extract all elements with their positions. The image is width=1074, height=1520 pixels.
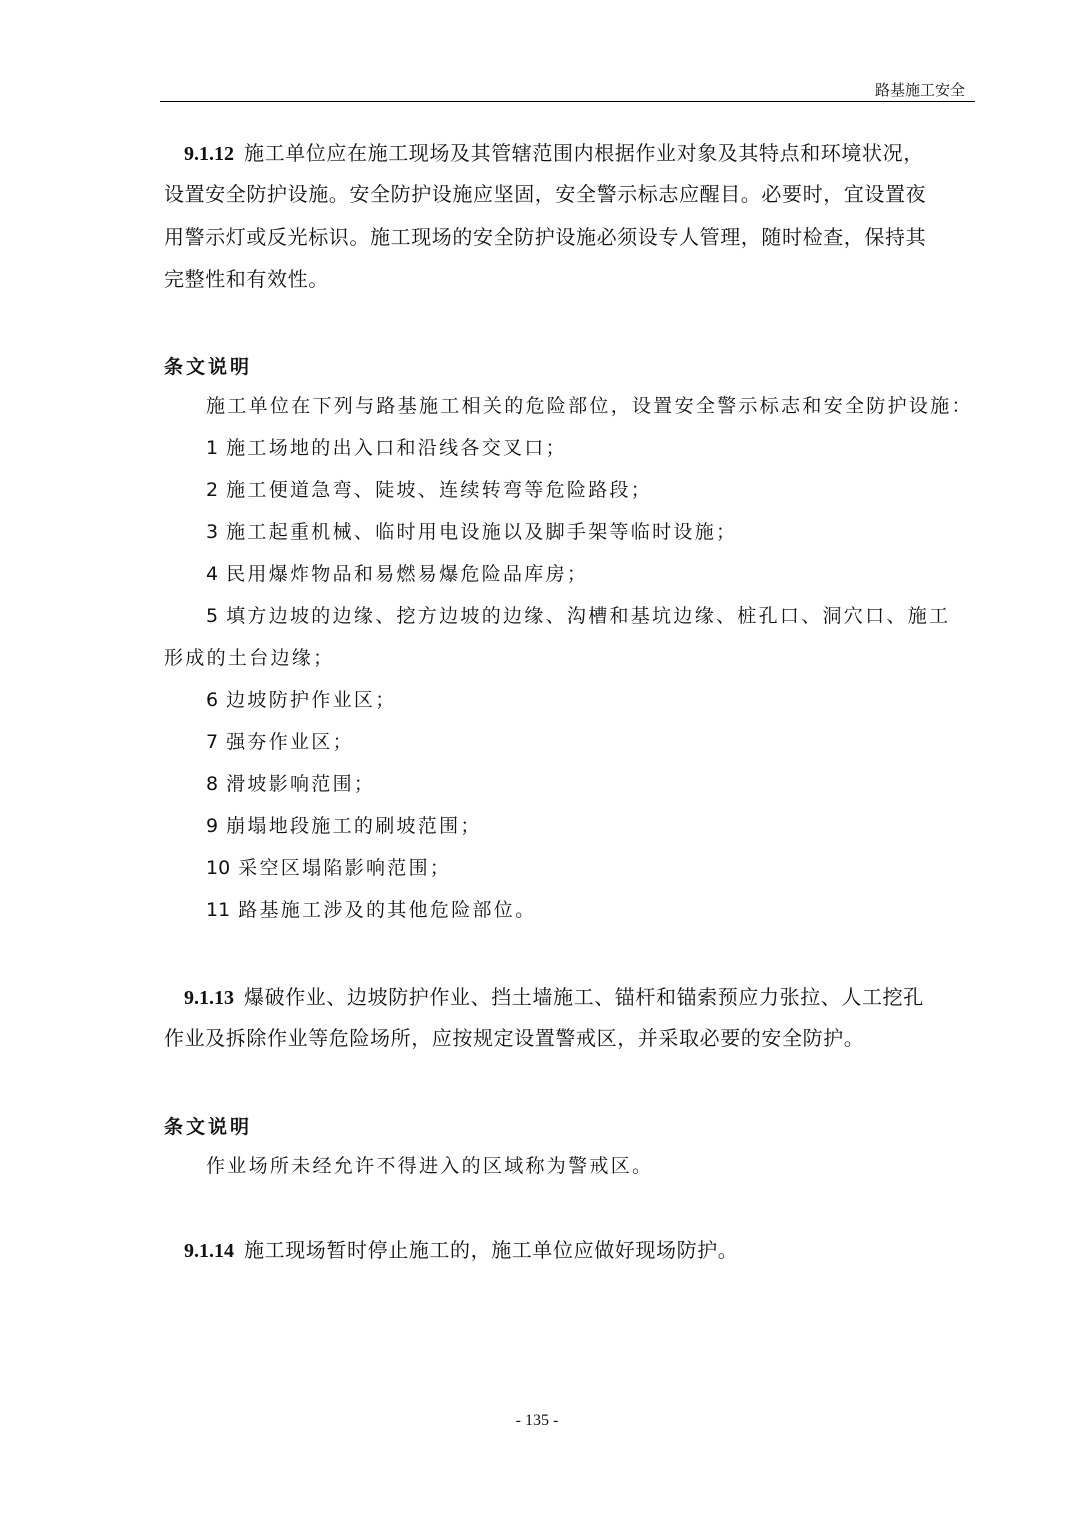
- clause-line: 作业及拆除作业等危险场所，应按规定设置警戒区，并采取必要的安全防护。: [164, 1026, 865, 1050]
- running-header: [160, 76, 975, 102]
- list-item: 3 施工起重机械、临时用电设施以及脚手架等临时设施；: [206, 521, 738, 543]
- clause-number: 9.1.12: [184, 143, 234, 165]
- clause-line: 完整性和有效性。: [164, 267, 329, 291]
- list-item: 11 路基施工涉及的其他危险部位。: [206, 899, 537, 921]
- list-item: 9 崩塌地段施工的刷坡范围；: [206, 815, 482, 837]
- list-item: 8 滑坡影响范围；: [206, 773, 376, 795]
- clause-line: [184, 1238, 738, 1263]
- note-intro: 施工单位在下列与路基施工相关的危险部位，设置安全警示标志和安全防护设施：: [206, 395, 973, 417]
- list-item: 7 强夯作业区；: [206, 731, 354, 753]
- header-title: 路基施工安全: [874, 81, 965, 99]
- list-item: 5 填方边坡的边缘、挖方边坡的边缘、沟槽和基坑边缘、桩孔口、洞穴口、施工: [206, 605, 951, 627]
- list-item: 2 施工便道急弯、陡坡、连续转弯等危险路段；: [206, 479, 653, 501]
- note-text: 作业场所未经允许不得进入的区域称为警戒区。: [206, 1155, 654, 1177]
- clause-line: [184, 141, 924, 166]
- list-item: 10 采空区塌陷影响范围；: [206, 857, 452, 879]
- page-number: - 135 -: [515, 1412, 559, 1429]
- list-item: 4 民用爆炸物品和易燃易爆危险品库房；: [206, 563, 589, 585]
- clause-text: 爆破作业、边坡防护作业、挡土墙施工、锚杆和锚索预应力张拉、人工挖孔: [244, 985, 924, 1009]
- clause-line: [184, 985, 924, 1010]
- note-heading: 条文说明: [164, 1116, 253, 1138]
- clause-text: 施工单位应在施工现场及其管辖范围内根据作业对象及其特点和环境状况，: [244, 141, 924, 165]
- list-item: 1 施工场地的出入口和沿线各交叉口；: [206, 437, 567, 459]
- clause-line: 用警示灯或反光标识。施工现场的安全防护设施必须设专人管理，随时检查，保持其: [164, 225, 927, 249]
- clause-number: 9.1.13: [184, 987, 234, 1009]
- note-heading: 条文说明: [164, 356, 253, 378]
- list-item: 6 边坡防护作业区；: [206, 689, 397, 711]
- clause-line: 设置安全防护设施。安全防护设施应坚固，安全警示标志应醒目。必要时，宜设置夜: [164, 182, 927, 206]
- clause-text: 施工现场暂时停止施工的，施工单位应做好现场防护。: [244, 1238, 739, 1262]
- list-item-continuation: 形成的土台边缘；: [164, 647, 335, 669]
- clause-number: 9.1.14: [184, 1240, 234, 1262]
